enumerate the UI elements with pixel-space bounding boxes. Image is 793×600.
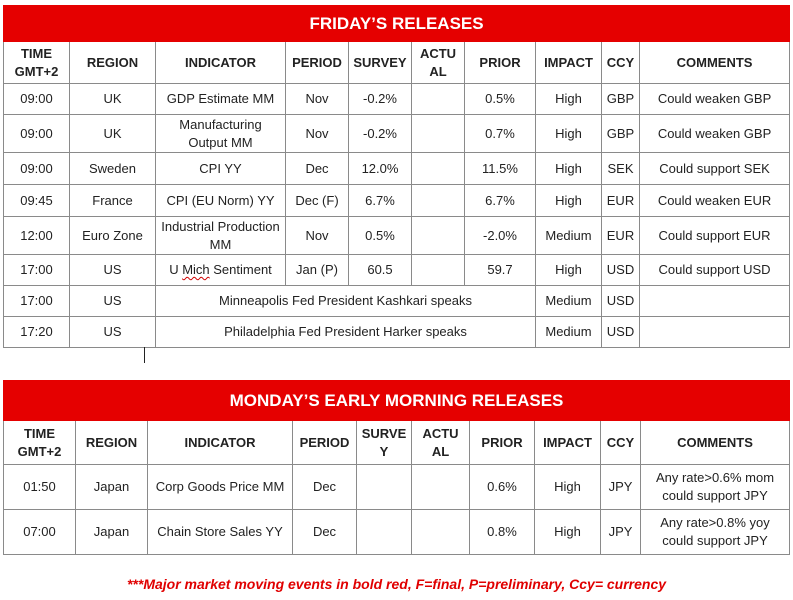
table-row (4, 84, 790, 115)
impact-cell: High (536, 185, 602, 217)
ccy-cell: GBP (602, 84, 640, 115)
speech-row (4, 317, 790, 348)
comments-cell (640, 317, 790, 348)
ccy-cell: JPY (601, 510, 641, 555)
time-cell: 07:00 (4, 510, 76, 555)
impact-cell: High (535, 510, 601, 555)
prior-cell: -2.0% (465, 217, 536, 255)
actual-cell (412, 217, 465, 255)
header-survey: SURVEY (349, 42, 412, 84)
prior-cell: 0.7% (465, 115, 536, 153)
comments-cell: Could support EUR (640, 217, 790, 255)
header-period: PERIOD (293, 421, 357, 465)
header-prior: PRIOR (465, 42, 536, 84)
comments-cell: Could weaken EUR (640, 185, 790, 217)
survey-cell: -0.2% (349, 115, 412, 153)
impact-cell: Medium (536, 317, 602, 348)
impact-cell: High (536, 84, 602, 115)
monday-header-row (4, 421, 790, 465)
header-comments: COMMENTS (641, 421, 790, 465)
friday-releases-table (3, 5, 790, 348)
region-cell: US (70, 317, 156, 348)
time-cell: 17:20 (4, 317, 70, 348)
monday-releases-table (3, 380, 790, 555)
header-actual: ACTU AL (412, 421, 470, 465)
time-cell: 12:00 (4, 217, 70, 255)
ccy-cell: USD (602, 317, 640, 348)
header-impact: IMPACT (535, 421, 601, 465)
period-cell: Nov (286, 217, 349, 255)
header-comments: COMMENTS (640, 42, 790, 84)
region-cell: Euro Zone (70, 217, 156, 255)
comments-cell: Could weaken GBP (640, 84, 790, 115)
actual-cell (412, 115, 465, 153)
actual-cell (412, 465, 470, 510)
survey-cell (357, 510, 412, 555)
table-row (4, 510, 790, 555)
table-row (4, 465, 790, 510)
monday-releases-title: MONDAY’S EARLY MORNING RELEASES (4, 381, 790, 421)
header-time: TIME GMT+2 (4, 421, 76, 465)
impact-cell: Medium (536, 286, 602, 317)
survey-cell: 6.7% (349, 185, 412, 217)
prior-cell: 6.7% (465, 185, 536, 217)
header-period: PERIOD (286, 42, 349, 84)
ccy-cell: EUR (602, 185, 640, 217)
table-row (4, 153, 790, 185)
prior-cell: 0.8% (470, 510, 535, 555)
ccy-cell: SEK (602, 153, 640, 185)
region-cell: France (70, 185, 156, 217)
header-time: TIME GMT+2 (4, 42, 70, 84)
table-row (4, 115, 790, 153)
friday-header-row (4, 42, 790, 84)
period-cell: Jan (P) (286, 255, 349, 286)
period-cell: Nov (286, 84, 349, 115)
period-cell: Dec (293, 465, 357, 510)
table-row (4, 255, 790, 286)
header-ccy: CCY (602, 42, 640, 84)
prior-cell: 0.6% (470, 465, 535, 510)
survey-cell: -0.2% (349, 84, 412, 115)
time-cell: 17:00 (4, 286, 70, 317)
header-impact: IMPACT (536, 42, 602, 84)
region-cell: UK (70, 115, 156, 153)
prior-cell: 11.5% (465, 153, 536, 185)
ccy-cell: USD (602, 286, 640, 317)
period-cell: Dec (286, 153, 349, 185)
spellcheck-flagged-word: Mich (182, 262, 210, 277)
survey-cell: 12.0% (349, 153, 412, 185)
prior-cell: 0.5% (465, 84, 536, 115)
impact-cell: High (536, 255, 602, 286)
impact-cell: Medium (536, 217, 602, 255)
actual-cell (412, 510, 470, 555)
header-ccy: CCY (601, 421, 641, 465)
comments-cell: Any rate>0.8% yoy could support JPY (641, 510, 790, 555)
indicator-cell: CPI YY (156, 153, 286, 185)
time-cell: 09:45 (4, 185, 70, 217)
indicator-text-pre: U (169, 262, 183, 277)
time-cell: 09:00 (4, 115, 70, 153)
time-cell: 17:00 (4, 255, 70, 286)
table-row (4, 185, 790, 217)
actual-cell (412, 153, 465, 185)
survey-cell: 0.5% (349, 217, 412, 255)
comments-cell: Could support SEK (640, 153, 790, 185)
period-cell: Nov (286, 115, 349, 153)
impact-cell: High (536, 115, 602, 153)
header-region: REGION (70, 42, 156, 84)
text-cursor (144, 347, 145, 363)
period-cell: Dec (F) (286, 185, 349, 217)
survey-cell (357, 465, 412, 510)
event-cell: Minneapolis Fed President Kashkari speaks (156, 286, 536, 317)
footnote: ***Major market moving events in bold red, F=final, P=preliminary, Ccy= currency (126, 576, 667, 592)
time-cell: 09:00 (4, 153, 70, 185)
header-indicator: INDICATOR (148, 421, 293, 465)
indicator-text-post: Sentiment (209, 262, 272, 277)
comments-cell (640, 286, 790, 317)
header-region: REGION (76, 421, 148, 465)
comments-cell: Any rate>0.6% mom could support JPY (641, 465, 790, 510)
time-cell: 01:50 (4, 465, 76, 510)
region-cell: Japan (76, 465, 148, 510)
indicator-cell: Corp Goods Price MM (148, 465, 293, 510)
actual-cell (412, 84, 465, 115)
actual-cell (412, 185, 465, 217)
ccy-cell: EUR (602, 217, 640, 255)
indicator-cell (156, 255, 286, 286)
region-cell: UK (70, 84, 156, 115)
comments-cell: Could support USD (640, 255, 790, 286)
table-row (4, 217, 790, 255)
ccy-cell: GBP (602, 115, 640, 153)
survey-cell: 60.5 (349, 255, 412, 286)
indicator-cell: Chain Store Sales YY (148, 510, 293, 555)
prior-cell: 59.7 (465, 255, 536, 286)
actual-cell (412, 255, 465, 286)
indicator-cell: Manufacturing Output MM (156, 115, 286, 153)
region-cell: Japan (76, 510, 148, 555)
indicator-cell: GDP Estimate MM (156, 84, 286, 115)
header-survey: SURVE Y (357, 421, 412, 465)
region-cell: US (70, 255, 156, 286)
ccy-cell: JPY (601, 465, 641, 510)
region-cell: Sweden (70, 153, 156, 185)
header-actual: ACTU AL (412, 42, 465, 84)
indicator-cell: Industrial Production MM (156, 217, 286, 255)
indicator-cell: CPI (EU Norm) YY (156, 185, 286, 217)
speech-row (4, 286, 790, 317)
impact-cell: High (535, 465, 601, 510)
event-cell: Philadelphia Fed President Harker speaks (156, 317, 536, 348)
period-cell: Dec (293, 510, 357, 555)
time-cell: 09:00 (4, 84, 70, 115)
region-cell: US (70, 286, 156, 317)
impact-cell: High (536, 153, 602, 185)
friday-releases-title: FRIDAY’S RELEASES (4, 6, 790, 42)
header-indicator: INDICATOR (156, 42, 286, 84)
comments-cell: Could weaken GBP (640, 115, 790, 153)
ccy-cell: USD (602, 255, 640, 286)
header-prior: PRIOR (470, 421, 535, 465)
